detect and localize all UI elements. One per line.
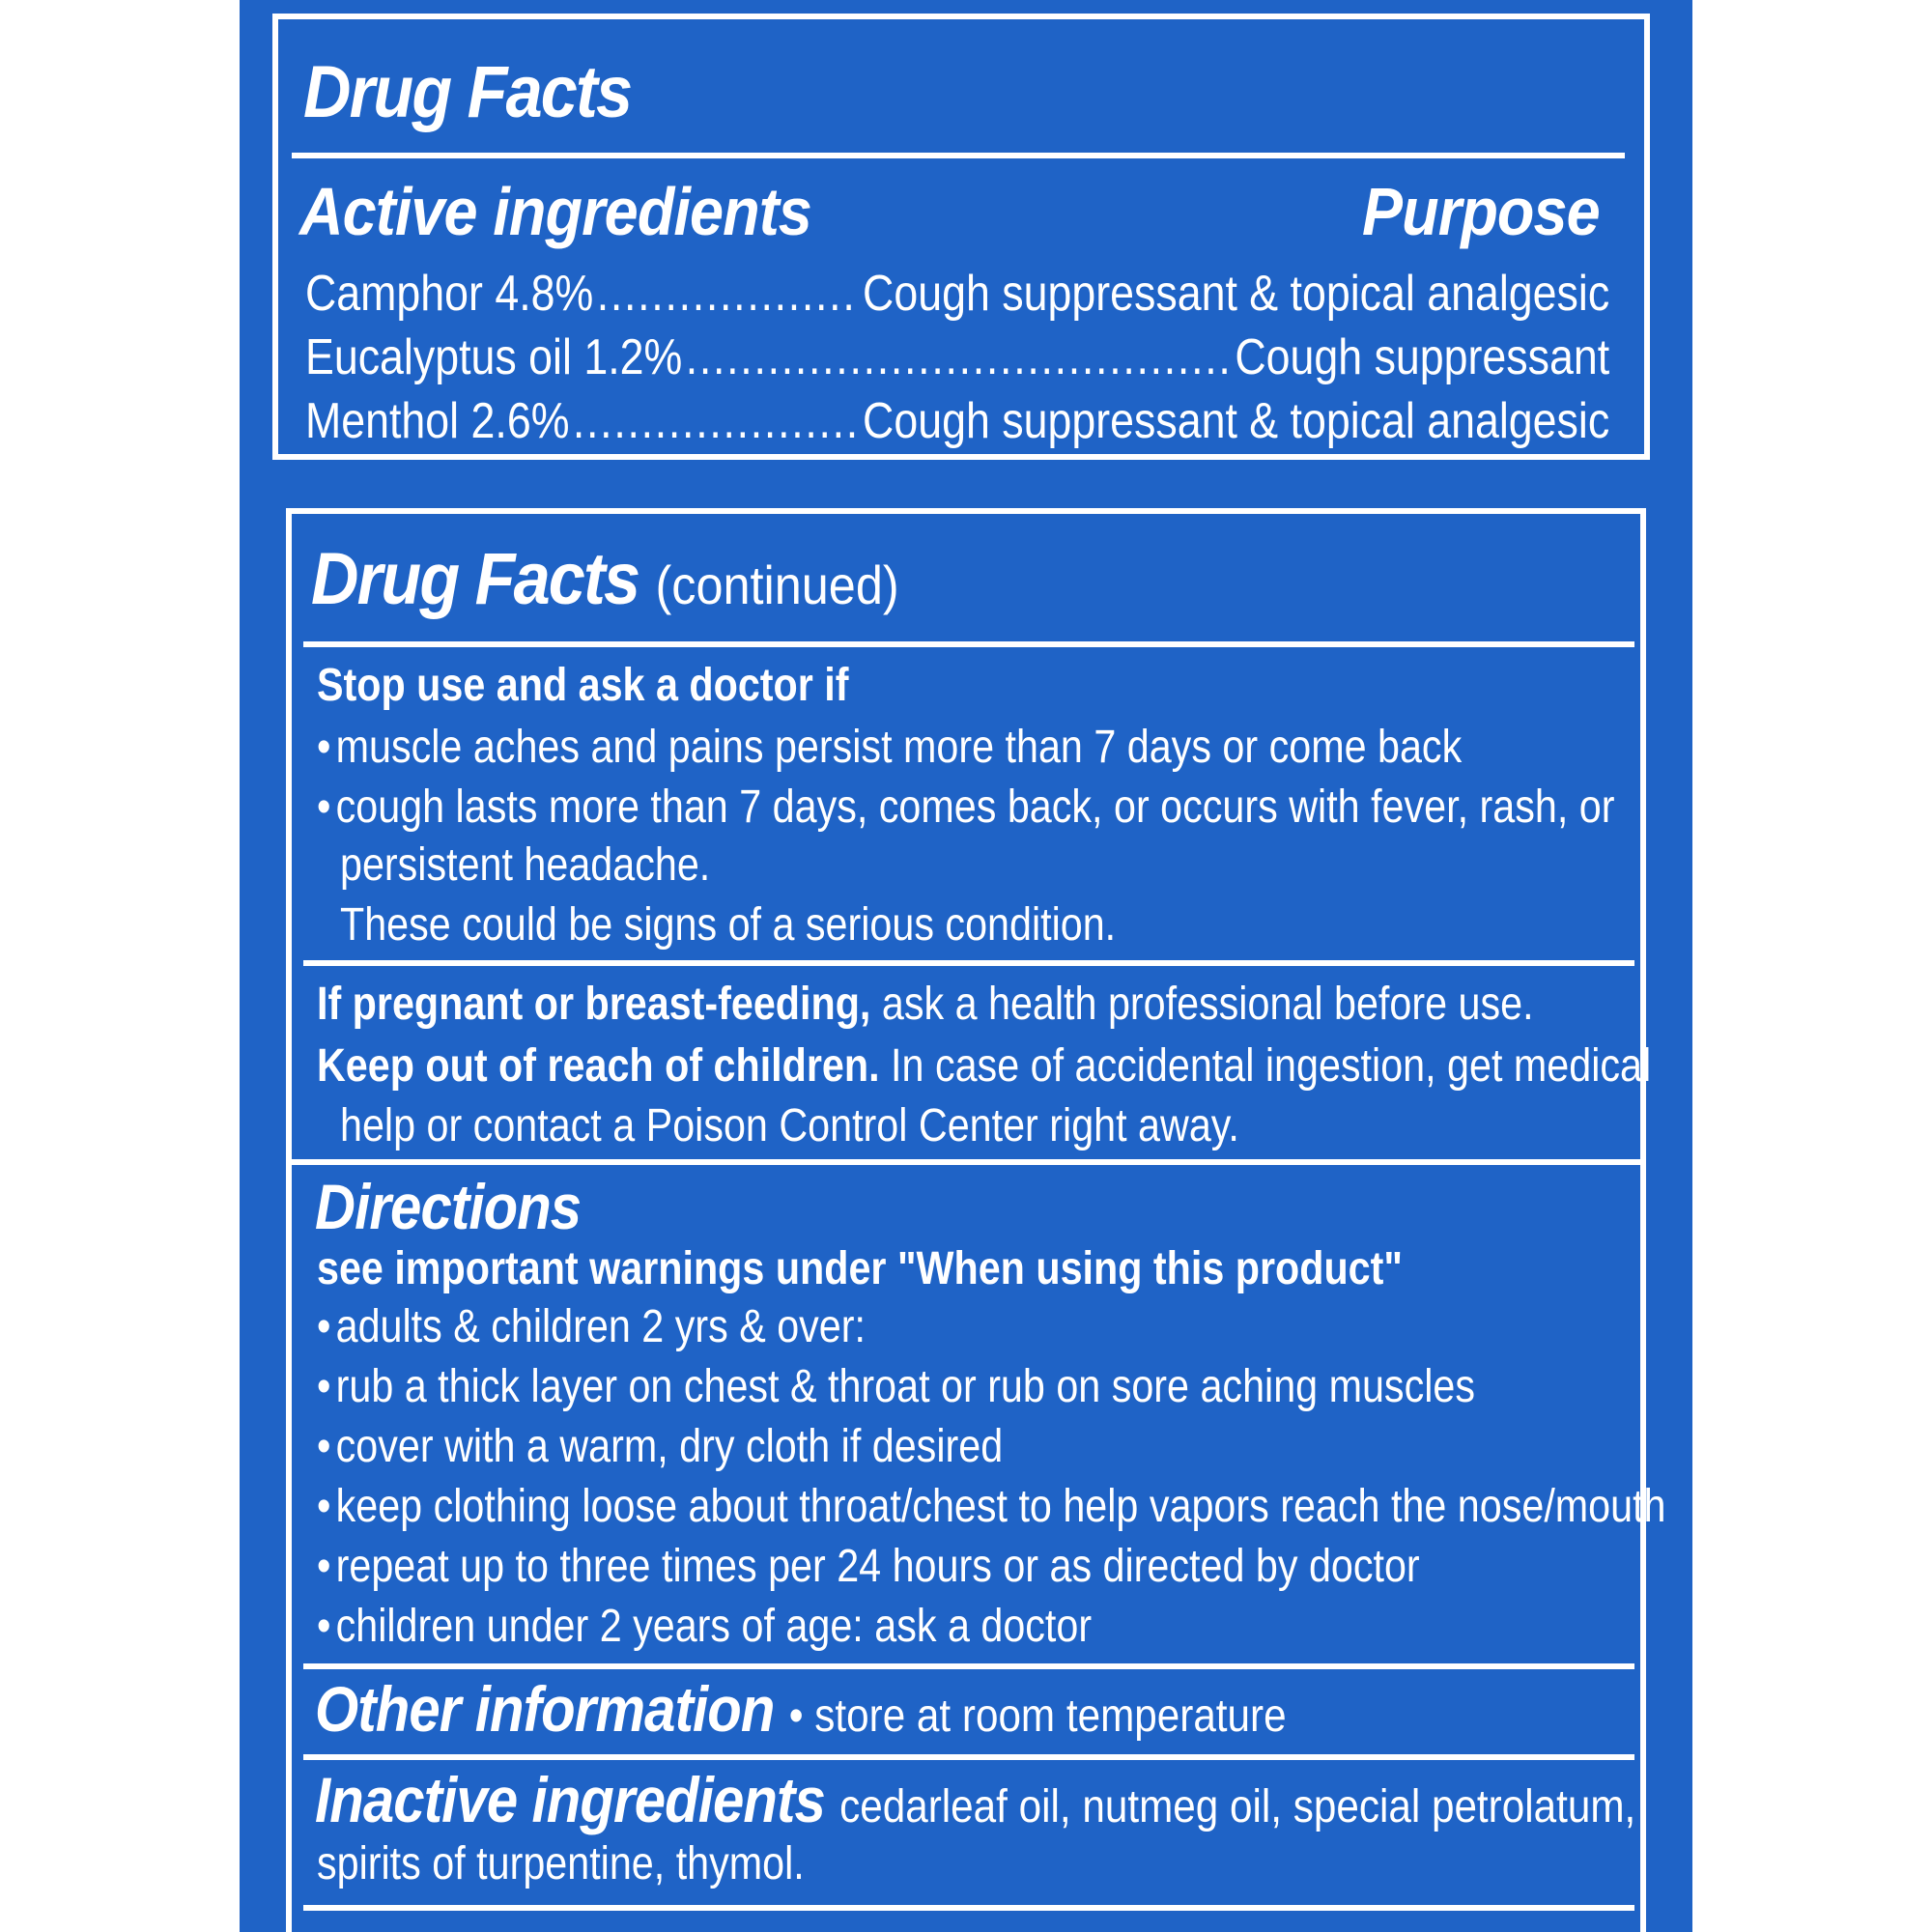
panel-title bbox=[311, 538, 899, 620]
other-information bbox=[315, 1673, 1287, 1745]
directions-bullet: • repeat up to three times per 24 hours or as directed by doctor bbox=[317, 1544, 1420, 1590]
directions-heading: Directions bbox=[315, 1171, 582, 1242]
divider bbox=[303, 1663, 1634, 1669]
directions-bullet: • keep clothing loose about throat/chest to help vapors reach the nose/mouth bbox=[317, 1484, 1666, 1530]
other-info-heading: Other information bbox=[315, 1673, 775, 1745]
drug-facts-continued-panel bbox=[286, 508, 1666, 1932]
divider bbox=[303, 1905, 1634, 1911]
divider bbox=[303, 960, 1634, 966]
ingredient-row bbox=[305, 257, 1610, 322]
ingredient-row bbox=[305, 384, 1610, 449]
purpose-header: Purpose bbox=[1362, 174, 1600, 249]
other-info-text: • store at room temperature bbox=[788, 1690, 1287, 1742]
ingredient-name: Menthol 2.6% bbox=[305, 393, 570, 449]
pregnant-bold: If pregnant or breast-feeding, bbox=[317, 979, 871, 1030]
directions-bullet: • adults & children 2 yrs & over: bbox=[317, 1304, 866, 1350]
stop-use-bullet: • cough lasts more than 7 days, comes back, or occurs with fever, rash, or bbox=[317, 784, 1614, 831]
drug-facts-label bbox=[240, 0, 1692, 1932]
inactive-heading: Inactive ingredients bbox=[315, 1764, 825, 1835]
stop-use-note: These could be signs of a serious condition. bbox=[340, 899, 1117, 951]
panel-title-main: Drug Facts bbox=[311, 538, 639, 620]
directions-subheading: see important warnings under "When using this product" bbox=[317, 1243, 1403, 1294]
pregnant-text: ask a health professional before use. bbox=[881, 979, 1534, 1030]
panel-title: Drug Facts bbox=[303, 51, 632, 133]
ingredient-name: Camphor 4.8% bbox=[305, 266, 594, 322]
panel-title-suffix: (continued) bbox=[655, 554, 899, 615]
leader-dots bbox=[597, 269, 860, 319]
ingredient-purpose: Cough suppressant bbox=[1235, 329, 1610, 385]
ingredient-row bbox=[305, 321, 1609, 383]
divider bbox=[292, 153, 1625, 158]
ingredient-purpose: Cough suppressant & topical analgesic bbox=[863, 393, 1610, 449]
ingredient-purpose: Cough suppressant & topical analgesic bbox=[863, 266, 1610, 322]
divider bbox=[303, 641, 1634, 647]
directions-bullet: • children under 2 years of age: ask a doctor bbox=[317, 1604, 1092, 1650]
inactive-continuation: spirits of turpentine, thymol. bbox=[317, 1838, 805, 1889]
directions-bullet: • rub a thick layer on chest & throat or rub on sore aching muscles bbox=[317, 1364, 1475, 1410]
keep-out-bold: Keep out of reach of children. bbox=[317, 1040, 880, 1092]
stop-use-bullet: • muscle aches and pains persist more than 7 days or come back bbox=[317, 724, 1462, 771]
drug-facts-panel bbox=[272, 14, 1650, 460]
inactive-text: cedarleaf oil, nutmeg oil, special petrolatum, bbox=[839, 1781, 1636, 1833]
inactive-ingredients bbox=[315, 1764, 1636, 1835]
keep-out-warning bbox=[317, 1040, 1652, 1092]
divider bbox=[286, 1159, 1646, 1165]
stop-use-heading: Stop use and ask a doctor if bbox=[317, 660, 849, 711]
divider bbox=[303, 1754, 1634, 1760]
directions-bullet: • cover with a warm, dry cloth if desired bbox=[317, 1424, 1003, 1470]
keep-out-text: In case of accidental ingestion, get medical bbox=[891, 1040, 1652, 1092]
active-ingredients-header: Active ingredients bbox=[299, 174, 811, 249]
stop-use-continuation: persistent headache. bbox=[340, 839, 711, 891]
keep-out-continuation: help or contact a Poison Control Center right away. bbox=[340, 1100, 1239, 1151]
leader-dots bbox=[686, 332, 1232, 383]
pregnant-warning bbox=[317, 981, 1534, 1028]
leader-dots bbox=[573, 396, 860, 446]
ingredient-name: Eucalyptus oil 1.2% bbox=[305, 329, 683, 385]
